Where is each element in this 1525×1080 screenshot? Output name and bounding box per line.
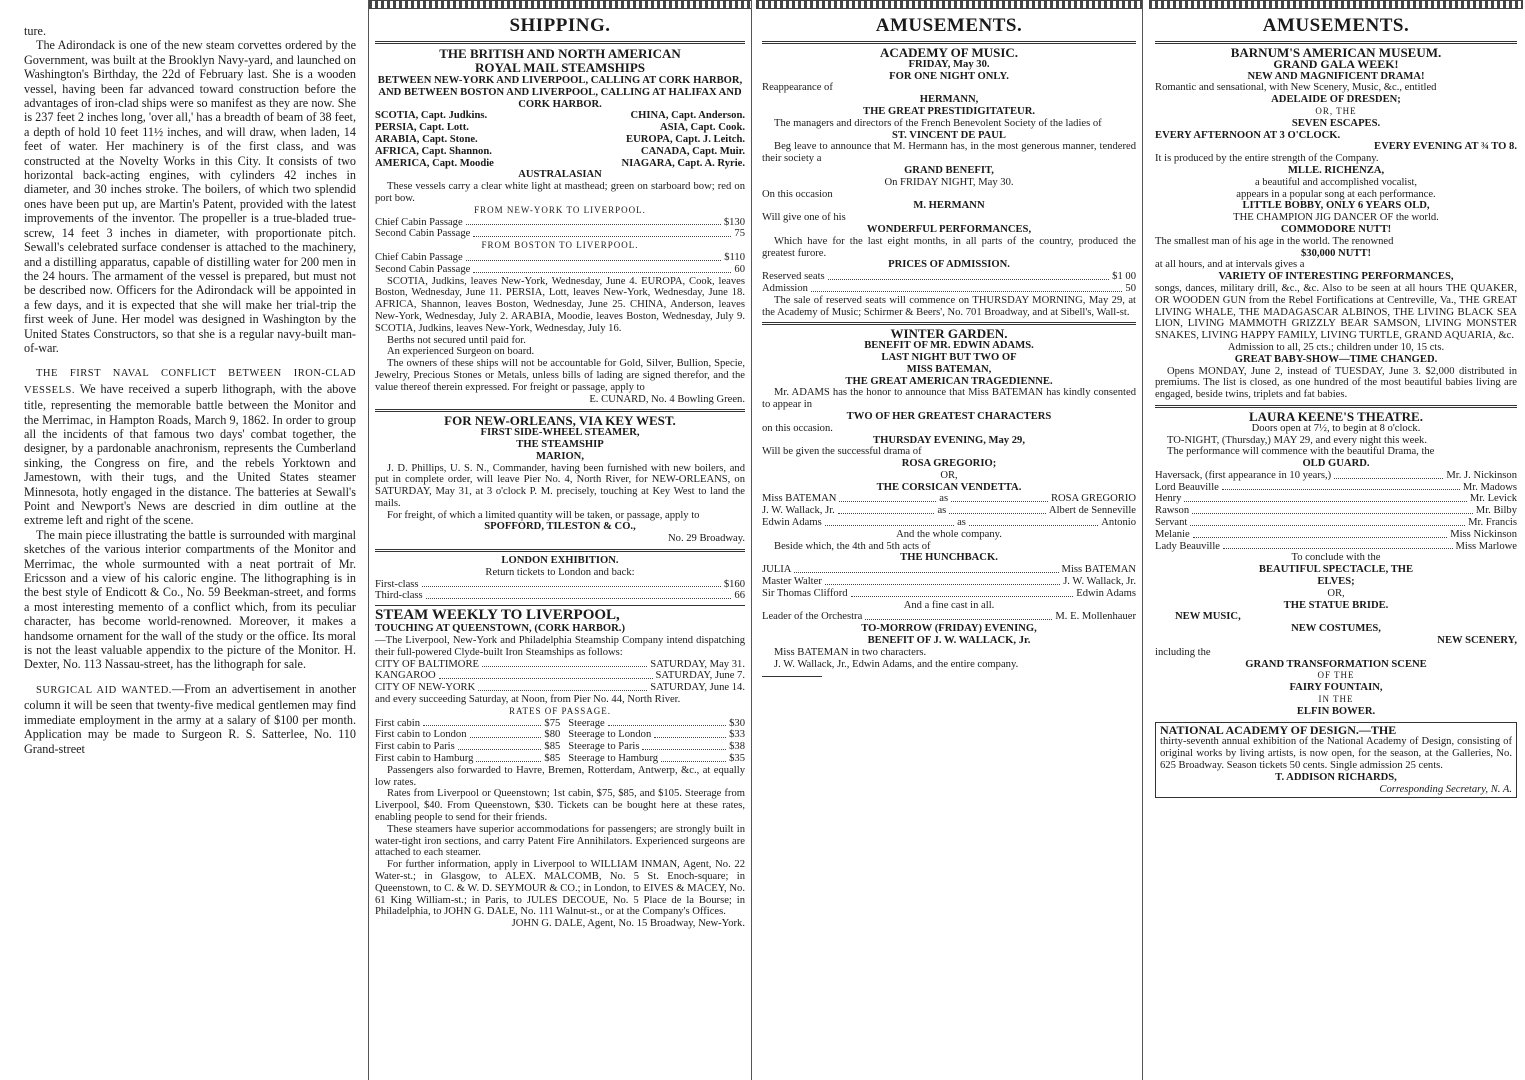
romantic-text: Romantic and sensational, with New Scenery, Music, &c., entitled bbox=[1155, 82, 1437, 94]
rate-label: First cabin to Hamburg bbox=[375, 753, 474, 765]
new-orleans-sub: FIRST SIDE-WHEEL STEAMER, bbox=[480, 427, 640, 439]
wonderful-performances: WONDERFUL PERFORMANCES, bbox=[866, 223, 1032, 235]
sail-date: SATURDAY, June 7. bbox=[655, 670, 745, 682]
rate-value: $80 bbox=[544, 729, 561, 741]
wg-rosa: ROSA GREGORIO; bbox=[901, 458, 997, 470]
ship-name: CITY OF NEW-YORK bbox=[375, 682, 476, 694]
gala-week: GRAND GALA WEEK! bbox=[1273, 56, 1399, 71]
wg-fine-cast: And a fine cast in all. bbox=[903, 599, 995, 611]
forwarded-note: Passengers also forwarded to Havre, Bremen, Rotterdam, Antwerp, &c., at equally low rates. bbox=[375, 764, 745, 788]
steam-weekly-body: —The Liverpool, New-York and Philadelphia Steamship Company intend dispatching their full-powered Clyde-built Iron Steamships as follows: bbox=[375, 635, 745, 658]
fare-label: Third-class bbox=[375, 590, 423, 602]
shipping-column bbox=[368, 0, 752, 1080]
fare-value: $130 bbox=[723, 216, 745, 228]
old-guard: OLD GUARD. bbox=[1302, 458, 1370, 470]
fare-value: 60 bbox=[734, 263, 745, 275]
rates-table bbox=[375, 718, 745, 765]
baby-show-text: Opens MONDAY, June 2, instead of TUESDAY, June 3. $2,000 distributed in premiums. The list is closed, as one hundred of the most beautiful babies living are engaged, beside twins, triplets and fat babies. bbox=[1155, 365, 1517, 401]
cast-list-2 bbox=[762, 564, 1136, 599]
every-evening: EVERY EVENING AT ¾ TO 8. bbox=[1374, 141, 1517, 153]
role: ROSA GREGORIO bbox=[1050, 493, 1137, 505]
ship-name: ARABIA, Capt. Stone. bbox=[375, 133, 478, 145]
naval-conflict-paragraph bbox=[24, 365, 356, 527]
surgical-aid-title: SURGICAL AID WANTED. bbox=[36, 684, 172, 696]
agents-list: For further information, apply in Liverpool to WILLIAM INMAN, Agent, No. 22 Water-st.; in Glasgow, to ALEX. MALCOMB, No. 5 St. Enoch-square; in Queenstown, to C. & W. D. SEYMOUR & CO.; in London, to EIVES & MACEY, No. 61 King William-st.; in Paris, to JULES DECOUE, No. 5 Place de la Bourse; in Philadelphia, to JOHN G. DALE, No. 111 Walnut-st., or at the Company's Offices. bbox=[375, 859, 745, 918]
surgical-aid-text: —From an advertisement in another column it will be seen that twenty-five medical gentlemen may find immediate employment in the army at a salary of $100 per month. Application may be made to Surgeon R. S. Satterlee, No. 110 Grand-street bbox=[24, 681, 356, 756]
surgical-aid-paragraph bbox=[24, 682, 356, 756]
fare-value: 75 bbox=[734, 228, 745, 240]
role: Servant bbox=[1155, 517, 1188, 529]
actor: Miss BATEMAN bbox=[762, 493, 837, 505]
rate-label: Steerage to London bbox=[568, 729, 652, 741]
from-boston-header: FROM BOSTON TO LIVERPOOL. bbox=[481, 240, 639, 251]
rate-value: $75 bbox=[544, 717, 561, 729]
wg-tragedienne: THE GREAT AMERICAN TRAGEDIENNE. bbox=[845, 375, 1053, 387]
role: Antonio bbox=[1101, 517, 1137, 529]
ship-list bbox=[375, 110, 745, 169]
wg-entire-company: J. W. Wallack, Jr., Edwin Adams, and the entire company. bbox=[774, 658, 1019, 670]
actor: Miss BATEMAN bbox=[1061, 564, 1136, 576]
smallest-text: The smallest man of his age in the world. The renowned bbox=[1155, 235, 1394, 247]
fare-value: $110 bbox=[724, 251, 745, 263]
fare-value: 66 bbox=[734, 590, 745, 602]
accommodations-note: These steamers have superior accommodations for passengers; are strongly built in water-tight iron sections, and carry Patent Fire Annihilators. Experienced surgeons are attached to each steamer. bbox=[375, 823, 745, 859]
commodore-nutt: COMMODORE NUTT! bbox=[1280, 223, 1392, 235]
wg-adams-text: Mr. ADAMS has the honor to announce that Miss BATEMAN has kindly consented to appear in bbox=[762, 387, 1136, 411]
ship-name: PERSIA, Capt. Lott. bbox=[375, 122, 469, 134]
steam-weekly-title: STEAM WEEKLY TO LIVERPOOL, bbox=[375, 607, 620, 624]
cunard-title-line2: ROYAL MAIL STEAMSHIPS bbox=[474, 60, 645, 75]
announce-text: Beg leave to announce that M. Hermann has, in the most generous manner, tendered their society a bbox=[762, 141, 1136, 165]
price-label: Admission bbox=[762, 282, 808, 294]
prices-title: PRICES OF ADMISSION. bbox=[888, 259, 1010, 271]
managers-text: The managers and directors of the French Benevolent Society of the ladies of bbox=[774, 117, 1102, 129]
berths-note: Berths not secured until paid for. bbox=[387, 334, 526, 346]
column-rule bbox=[1149, 0, 1523, 9]
price-value: 50 bbox=[1125, 282, 1136, 294]
academy-date: FRIDAY, May 30. bbox=[908, 58, 990, 70]
spofford-agent: SPOFFORD, TILESTON & CO., bbox=[484, 521, 636, 533]
actor: Mr. Bilby bbox=[1475, 505, 1517, 517]
fare-label: First-class bbox=[375, 578, 419, 590]
cunard-agent: E. CUNARD, No. 4 Bowling Green. bbox=[589, 393, 745, 405]
cast-list-1 bbox=[762, 493, 1136, 528]
wg-benefit: BENEFIT OF MR. EDWIN ADAMS. bbox=[864, 340, 1034, 352]
divider bbox=[375, 409, 745, 412]
amusements-column-2 bbox=[1147, 0, 1525, 1080]
amusements-heading: AMUSEMENTS. bbox=[875, 15, 1023, 36]
vocalist-text: a beautiful and accomplished vocalist, bbox=[1254, 176, 1418, 188]
divider bbox=[375, 41, 745, 44]
rate-label: Steerage to Hamburg bbox=[568, 753, 659, 765]
fare-label: Second Cabin Passage bbox=[375, 263, 471, 275]
rate-label: First cabin to London bbox=[375, 729, 467, 741]
cunard-title-line1: THE BRITISH AND NORTH AMERICAN bbox=[439, 46, 681, 61]
divider bbox=[762, 322, 1136, 325]
owners-notice: The owners of these ships will not be accountable for Gold, Silver, Bullion, Specie, Jewelry, Precious Stones or Metals, unless bills of lading are signed therefor, and the value thereof therein expressed. For freight or passage, apply to bbox=[375, 358, 745, 393]
rate-value: $35 bbox=[729, 753, 746, 765]
actor: J. W. Wallack, Jr. bbox=[762, 505, 835, 517]
actor: Edwin Adams bbox=[762, 517, 822, 529]
fragment-text: ture. bbox=[24, 24, 46, 38]
column-rule bbox=[369, 0, 751, 9]
wg-beside: Beside which, the 4th and 5th acts of bbox=[774, 540, 931, 552]
rate-label: First cabin bbox=[375, 717, 421, 729]
sail-date: SATURDAY, May 31. bbox=[650, 658, 745, 670]
wg-two-characters: TWO OF HER GREATEST CHARACTERS bbox=[846, 410, 1052, 422]
performance-text: The performance will commence with the beautiful Drama, the bbox=[1167, 446, 1435, 458]
rate-value: $33 bbox=[729, 729, 746, 741]
nad-secretary: Corresponding Secretary, N. A. bbox=[1379, 783, 1512, 795]
role: Melanie bbox=[1155, 528, 1190, 540]
actor: Mr. J. Nickinson bbox=[1446, 469, 1517, 481]
actor: Mr. Madows bbox=[1462, 481, 1517, 493]
ship-name: CANADA, Capt. Muir. bbox=[640, 145, 745, 157]
occasion: On this occasion bbox=[762, 188, 833, 200]
wg-tomorrow: TO-MORROW (FRIDAY) EVENING, bbox=[861, 623, 1037, 635]
ship-name: ASIA, Capt. Cook. bbox=[659, 122, 745, 134]
role: Henry bbox=[1155, 493, 1182, 505]
elves: ELVES; bbox=[1317, 576, 1355, 588]
role: Albert de Senneville bbox=[1048, 505, 1136, 517]
ship-name: SCOTIA, Capt. Judkins. bbox=[375, 110, 488, 122]
ship-name: CITY OF BALTIMORE bbox=[375, 658, 479, 670]
wg-or: OR, bbox=[940, 469, 958, 481]
prestidigitateur: THE GREAT PRESTIDIGITATEUR. bbox=[863, 105, 1035, 117]
rate-value: $85 bbox=[544, 753, 561, 765]
leader-label: Leader of the Orchestra bbox=[762, 611, 863, 623]
role: Sir Thomas Clifford bbox=[762, 587, 848, 599]
or-the: OR, THE bbox=[1315, 105, 1357, 116]
friday-night: On FRIDAY NIGHT, May 30. bbox=[884, 176, 1014, 188]
column-rule bbox=[756, 0, 1142, 9]
new-music: NEW MUSIC, bbox=[1175, 611, 1241, 623]
new-costumes: NEW COSTUMES, bbox=[1291, 623, 1381, 635]
dale-agent: JOHN G. DALE, Agent, No. 15 Broadway, New-York. bbox=[511, 918, 745, 930]
baby-show: GREAT BABY-SHOW—TIME CHANGED. bbox=[1234, 353, 1438, 365]
nad-body: thirty-seventh annual exhibition of the National Academy of Design, consisting of original works by living artists, is now open, for the season, at the Galleries, No. 625 Broadway. Season tickets 50 cents. Single admission 25 cents. bbox=[1160, 736, 1512, 772]
wg-last-night: LAST NIGHT BUT TWO OF bbox=[881, 351, 1017, 363]
ship-name: EUROPA, Capt. J. Leitch. bbox=[626, 133, 745, 145]
london-exhibition-sub: Return tickets to London and back: bbox=[485, 566, 635, 578]
new-orleans-freight: For freight, of which a limited quantity will be taken, or passage, apply to bbox=[387, 509, 700, 521]
ship-name: AMERICA, Capt. Moodie bbox=[375, 157, 494, 169]
london-exhibition-title: LONDON EXHIBITION. bbox=[501, 555, 619, 567]
statue-bride: THE STATUE BRIDE. bbox=[1283, 599, 1389, 611]
actor: Mr. Francis bbox=[1468, 517, 1517, 529]
keene-cast bbox=[1155, 470, 1517, 553]
price-label: Reserved seats bbox=[762, 271, 825, 283]
as-word: as bbox=[957, 517, 966, 529]
champion-dancer: THE CHAMPION JIG DANCER OF the world. bbox=[1233, 212, 1439, 224]
little-bobby: LITTLE BOBBY, ONLY 6 YEARS OLD, bbox=[1242, 200, 1430, 212]
lithograph-paragraph: The main piece illustrating the battle is surrounded with marginal sketches of the various interior compartments of the Monitor and Merrimac, the whole surmounted with a neat portrait of Mr. Ericsson and a view of his caloric engine. The lithographing is in the best style of Endicott & Co., No. 59 Beekman-street, and forms a most interesting memento of a conflict which, from its peculiar character, has become world-renowned. Moreover, it makes a handsome ornament for the wall of the study or the office. Its moral is not the least valuable appendix to the picture of the Monitor. H. Dexter, No. 113 Nassau-street, has the lithograph for sale. bbox=[24, 527, 356, 672]
from-ny-header: FROM NEW-YORK TO LIVERPOOL. bbox=[474, 204, 646, 215]
ship-name: AFRICA, Capt. Shannon. bbox=[375, 145, 492, 157]
wg-two-chars: Miss BATEMAN in two characters. bbox=[774, 646, 927, 658]
nad-title: NATIONAL ACADEMY OF DESIGN.—THE bbox=[1160, 722, 1397, 737]
elfin-bower: ELFIN BOWER. bbox=[1296, 705, 1376, 717]
laura-keene-title: LAURA KEENE'S THEATRE. bbox=[1249, 408, 1423, 424]
route-line2: AND BETWEEN BOSTON AND LIVERPOOL, CALLING AT HALIFAX AND CORK HARBOR. bbox=[378, 86, 742, 110]
ship-name: KANGAROO bbox=[375, 670, 436, 682]
wg-benefit-wallack: BENEFIT OF J. W. WALLACK, Jr. bbox=[867, 635, 1031, 647]
winter-garden-title: WINTER GARDEN. bbox=[890, 326, 1008, 342]
of-the: OF THE bbox=[1317, 670, 1355, 681]
rate-label: First cabin to Paris bbox=[375, 741, 455, 753]
grand-benefit: GRAND BENEFIT, bbox=[904, 164, 994, 176]
wg-given: Will be given the successful drama of bbox=[762, 446, 922, 458]
mlle-richenza: MLLE. RICHENZA, bbox=[1287, 164, 1385, 176]
actor: Miss Marlowe bbox=[1455, 540, 1517, 552]
in-the: IN THE bbox=[1318, 694, 1354, 705]
new-orleans-body: J. D. Phillips, U. S. N., Commander, having been furnished with new boilers, and put in complete order, will leave Pier No. 4, North River, for NEW-ORLEANS, on SATURDAY, May 31, at 3 o'clock P. M. precisely, touching at Key West to land the mails. bbox=[375, 462, 745, 509]
adelaide: ADELAIDE OF DRESDEN; bbox=[1271, 94, 1401, 106]
ship-name: CHINA, Capt. Anderson. bbox=[630, 110, 745, 122]
wg-miss-bateman: MISS BATEMAN, bbox=[906, 363, 992, 375]
beautiful-spectacle: BEAUTIFUL SPECTACLE, THE bbox=[1258, 564, 1414, 576]
rate-value: $30 bbox=[729, 717, 745, 729]
steam-weekly-sub: TOUCHING AT QUEENSTOWN, (CORK HARBOR.) bbox=[375, 623, 625, 635]
wg-thursday: THURSDAY EVENING, May 29, bbox=[873, 434, 1025, 446]
role: JULIA bbox=[762, 564, 792, 576]
actor: Edwin Adams bbox=[1076, 587, 1136, 599]
route-line1: BETWEEN NEW-YORK AND LIVERPOOL, CALLING AT CORK HARBOR, bbox=[377, 75, 743, 86]
news-column bbox=[0, 0, 364, 1080]
steam-every: and every succeeding Saturday, at Noon, from Pier No. 44, North River. bbox=[375, 694, 681, 706]
price-value: $1 00 bbox=[1112, 271, 1136, 283]
every-afternoon: EVERY AFTERNOON AT 3 O'CLOCK. bbox=[1155, 129, 1341, 141]
rate-label: Steerage bbox=[568, 717, 605, 729]
amusements-heading: AMUSEMENTS. bbox=[1262, 15, 1410, 36]
nad-signature: T. ADDISON RICHARDS, bbox=[1275, 771, 1397, 783]
actor: J. W. Wallack, Jr. bbox=[1063, 576, 1136, 588]
ship-marion: MARION, bbox=[536, 450, 584, 462]
thirty-thousand-nutt: $30,000 NUTT! bbox=[1300, 247, 1372, 259]
sail-date: SATURDAY, June 14. bbox=[650, 682, 745, 694]
actor: Miss Nickinson bbox=[1450, 528, 1517, 540]
appears-text: appears in a popular song at each performance. bbox=[1236, 188, 1436, 200]
amusements-column-1 bbox=[756, 0, 1143, 1080]
transformation-scene: GRAND TRANSFORMATION SCENE bbox=[1245, 658, 1427, 670]
role: Lady Beauville bbox=[1155, 540, 1221, 552]
rate-value: $38 bbox=[729, 741, 746, 753]
sailing-schedule: SCOTIA, Judkins, leaves New-York, Wednesday, June 4. EUROPA, Cook, leaves Boston, Wednesday, June 11. PERSIA, Lott, leaves New-York, Wednesday, June 18. AFRICA, Shannon, leaves Boston, Wednesday, June 25. CHINA, Anderson, leaves New-York, Wednesday, July 2. ARABIA, Moodie, leaves Boston, Wednesday, July 9. SCOTIA, Judkins, leaves New-York, Wednesday, July 16. bbox=[375, 275, 745, 334]
furore-text: Which have for the last eight months, in all parts of the country, produced the greatest furore. bbox=[762, 235, 1136, 259]
role: Lord Beauville bbox=[1155, 481, 1219, 493]
fare-label: Chief Cabin Passage bbox=[375, 251, 463, 263]
new-orleans-title: FOR NEW-ORLEANS, VIA KEY WEST. bbox=[444, 413, 676, 429]
sale-notice: The sale of reserved seats will commence on THURSDAY MORNING, May 29, at the Academy of Music; Schirmer & Beers', No. 701 Broadway, and at Sibell's, Wall-st. bbox=[762, 294, 1136, 318]
tonight-text: TO-NIGHT, (Thursday,) MAY 29, and every night this week. bbox=[1167, 434, 1427, 446]
rates-title: RATES OF PASSAGE. bbox=[509, 705, 611, 716]
rate-label: Steerage to Paris bbox=[568, 741, 640, 753]
or-word: OR, bbox=[1327, 587, 1345, 599]
as-word: as bbox=[939, 493, 949, 505]
rate-value: $85 bbox=[544, 741, 561, 753]
variety-title: VARIETY OF INTERESTING PERFORMANCES, bbox=[1218, 271, 1454, 283]
divider bbox=[762, 41, 1136, 44]
m-hermann: M. HERMANN bbox=[913, 200, 985, 212]
museum-attractions: songs, dances, military drill, &c., &c. Also to be seen at all hours THE QUAKER, OR WOODEN GUN from the Rebel Fortifications at Centreville, Va., THE GREAT LIVING WHALE, THE MADAGASCAR ALBINOS, THE LIVING BLACK SEA LION, LIVING MAMMOTH GRIZZLY BEAR SAMSON, LIVING MONSTER SNAKES, LIVING HAPPY FAMILY, LIVING TURTLE, GRAND AQUARIA, &c. bbox=[1155, 282, 1517, 342]
vincent-de-paul: ST. VINCENT DE PAUL bbox=[891, 129, 1006, 141]
will-give: Will give one of his bbox=[762, 212, 846, 224]
barnum-title: BARNUM'S AMERICAN MUSEUM. bbox=[1230, 45, 1442, 60]
academy-one-night: FOR ONE NIGHT ONLY. bbox=[889, 70, 1009, 82]
surgeon-note: An experienced Surgeon on board. bbox=[387, 346, 535, 358]
actor: Mr. Levick bbox=[1469, 493, 1517, 505]
lights-notice: These vessels carry a clear white light at masthead; green on starboard bow; red on port bow. bbox=[375, 181, 745, 204]
role: Rawson bbox=[1155, 505, 1190, 517]
national-academy-ad bbox=[1155, 722, 1517, 799]
adirondack-paragraph: The Adirondack is one of the new steam corvettes ordered by the Government, was built at the Brooklyn Navy-yard, and launched on Washington's Birthday, the 22d of February last. She is a wooden vessel, having been far advanced toward construction before the advantages of iron-clad ships were so manifest as they are now. She is 237 feet 2 inches long, 'over all,' has a breadth of beam of 38 feet, a depth of hold 10 feet 11½ inches, and will draw, when laden, 14 feet of water. Her machinery is of the first class, and was constructed at the Novelty Works in this City. It consists of two horizontal back-acting engines, with cylinders 42 inches in diameter, and 30 inches stroke. The boilers, of which two splendid ones have been put up, are Martin's Patent, provided with the latest improvements of the inventor. The propeller is a true-bladed true-screw, 14 feet 3 inches in diameter, with proportionate pitch. Sewall's celebrated surface condenser is attached to the machinery, and a distilling apparatus, capable of distilling water for 200 men in the 24 hours. The armament of the vessel is prepared, but must not be described now. Officers for the Adirondack will be appointed in a few days, and it is expected that she will make her trial-trip the first week of June. Her model was designed in Washington by the United States Constructors, so that she is a regular navy-built man-of-war. bbox=[24, 38, 356, 355]
divider bbox=[1155, 405, 1517, 408]
naval-conflict-title: THE FIRST NAVAL CONFLICT BETWEEN IRON-CLAD VESSELS. bbox=[24, 368, 356, 396]
intervals-text: at all hours, and at intervals gives a bbox=[1155, 259, 1305, 271]
academy-title: ACADEMY OF MUSIC. bbox=[879, 45, 1019, 60]
fare-label: Chief Cabin Passage bbox=[375, 216, 463, 228]
conclude-text: To conclude with the bbox=[1291, 552, 1381, 564]
wg-whole-company: And the whole company. bbox=[896, 528, 1002, 540]
as-word: as bbox=[937, 505, 947, 517]
wg-vendetta: THE CORSICAN VENDETTA. bbox=[876, 481, 1022, 493]
museum-admission: Admission to all, 25 cts.; children under 10, 15 cts. bbox=[1227, 341, 1445, 353]
fare-label: Second Cabin Passage bbox=[375, 228, 471, 240]
spofford-address: No. 29 Broadway. bbox=[668, 533, 745, 545]
australasian: AUSTRALASIAN bbox=[518, 169, 602, 181]
return-fares: Rates from Liverpool or Queenstown; 1st cabin, $75, $85, and $105. Steerage from Liverpool, $40. From Queenstown, $30. Tickets can be bought here at these rates, enabling people to send for their friends. bbox=[375, 788, 745, 824]
divider bbox=[375, 549, 745, 552]
new-scenery: NEW SCENERY, bbox=[1437, 635, 1517, 647]
ship-name: NIAGARA, Capt. A. Ryrie. bbox=[621, 157, 745, 169]
hermann-name: HERMANN, bbox=[919, 94, 979, 106]
produced-text: It is produced by the entire strength of the Company. bbox=[1155, 153, 1379, 165]
doors-open: Doors open at 7½, to begin at 8 o'clock. bbox=[1251, 422, 1421, 434]
naval-conflict-text: We have received a superb lithograph, with the above title, representing the memorable battle between the Monitor and the Merrimac, in Hampton Roads, March 9, 1862. In order to group all the incidents of that famous two days' combat together, the designer, by a pardonable anachronism, represents the Cumberland sinking, the Congress on fire, and the rebels Yorktown and Jamestown, with their tugs, and the United States steamer Minnesota, hotly engaged in the distance. The batteries at Sewall's Point and Newport's News are descried in dim outline at the extreme left and right of the scene. bbox=[24, 381, 357, 528]
wg-on-occasion: on this occasion. bbox=[762, 422, 833, 434]
wg-hunchback: THE HUNCHBACK. bbox=[900, 552, 998, 564]
role: Master Walter bbox=[762, 576, 822, 588]
including-text: including the bbox=[1155, 646, 1211, 658]
new-orleans-sub2: THE STEAMSHIP bbox=[516, 438, 604, 450]
fairy-fountain: FAIRY FOUNTAIN, bbox=[1289, 682, 1383, 694]
shipping-heading: SHIPPING. bbox=[509, 15, 611, 36]
seven-escapes: SEVEN ESCAPES. bbox=[1291, 117, 1381, 129]
divider bbox=[1155, 41, 1517, 44]
role: Haversack, (first appearance in 10 years,) bbox=[1155, 469, 1332, 481]
new-drama: NEW AND MAGNIFICENT DRAMA! bbox=[1247, 70, 1425, 82]
leader-name: M. E. Mollenhauer bbox=[1055, 611, 1136, 623]
fare-value: $160 bbox=[723, 578, 745, 590]
reappearance: Reappearance of bbox=[762, 82, 833, 94]
